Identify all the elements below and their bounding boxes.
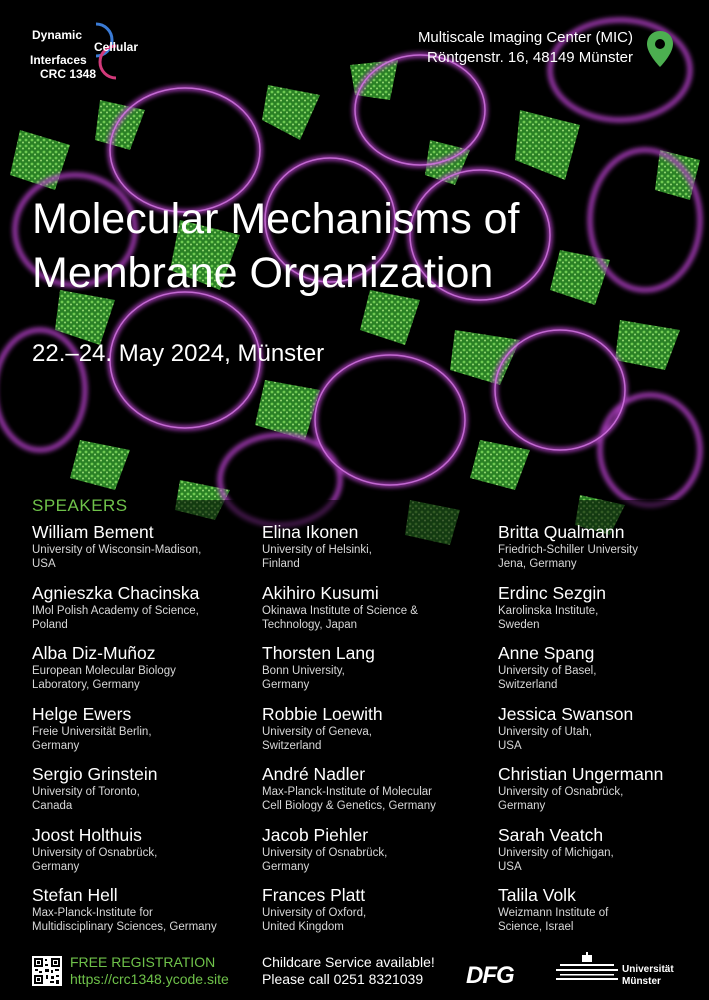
speaker-name: Sarah Veatch [498, 824, 604, 845]
speaker-name: William Bement [32, 522, 154, 542]
speaker-item [32, 643, 257, 704]
childcare-line-2: Please call 0251 8321039 [262, 971, 424, 987]
speaker-item [32, 885, 257, 946]
speaker-affiliation: Technology, Japan [262, 618, 358, 631]
dfg-logo: DFG [466, 962, 514, 989]
speaker-affiliation: University of Toronto, [32, 786, 140, 798]
speaker-name: André Nadler [262, 764, 366, 784]
logo-text-crc: CRC 1348 [40, 67, 97, 81]
speaker-affiliation: University of Geneva, [262, 725, 372, 738]
speaker-affiliation: USA [498, 860, 522, 873]
speaker-name: Christian Ungermann [498, 764, 664, 784]
registration-label: FREE REGISTRATION [70, 954, 216, 970]
event-date: 22.–24. May 2024, Münster [32, 340, 325, 367]
logo-text-dynamic: Dynamic [32, 28, 83, 42]
speaker-item [498, 825, 698, 886]
speaker-item [32, 704, 257, 765]
title-line-1: Molecular Mechanisms of [32, 195, 520, 243]
speaker-affiliation: Finland [262, 558, 300, 570]
speaker-name: Anne Spang [498, 643, 595, 663]
speaker-item [498, 704, 698, 765]
location-pin-icon [646, 30, 674, 68]
speaker-affiliation: University of Utah, [498, 725, 592, 738]
logo-text-interfaces: Interfaces [30, 53, 87, 67]
speaker-item [32, 825, 257, 886]
speaker-affiliation: Karolinska Institute, [498, 604, 599, 617]
childcare-line-1: Childcare Service available! [262, 954, 435, 970]
speaker-name: Jessica Swanson [498, 703, 634, 724]
speaker-affiliation: Germany [498, 800, 546, 812]
speaker-affiliation: Weizmann Institute of [498, 907, 609, 919]
speaker-item [498, 643, 698, 704]
speaker-affiliation: Switzerland [498, 679, 558, 691]
speaker-name: Jacob Piehler [262, 824, 369, 845]
speaker-item [498, 885, 698, 946]
speaker-affiliation: Sweden [498, 618, 540, 631]
speaker-affiliation: Freie Universität Berlin, [32, 725, 152, 738]
speakers-column-1 [32, 522, 257, 946]
speaker-affiliation: Jena, Germany [498, 558, 577, 570]
speaker-affiliation: USA [498, 739, 522, 752]
speaker-affiliation: University of Oxford, [262, 907, 367, 919]
registration-block [70, 954, 229, 988]
speaker-affiliation: Switzerland [262, 739, 322, 752]
speaker-item [498, 522, 698, 583]
crc1348-logo [28, 20, 168, 84]
qr-code-icon[interactable] [32, 956, 62, 986]
speaker-affiliation: IMol Polish Academy of Science, [32, 604, 199, 617]
speakers-column-3 [498, 522, 698, 946]
speaker-affiliation: Multidisciplinary Sciences, Germany [32, 921, 217, 933]
speaker-name: Talila Volk [498, 885, 576, 905]
speaker-affiliation: University of Basel, [498, 665, 597, 677]
speakers-column-2 [262, 522, 492, 946]
speaker-affiliation: University of Osnabrück, [32, 846, 158, 859]
speaker-name: Alba Diz-Muñoz [32, 643, 156, 663]
speaker-affiliation: Germany [262, 860, 310, 873]
speaker-item [498, 583, 698, 644]
speaker-name: Frances Platt [262, 885, 366, 905]
speaker-affiliation: USA [32, 558, 56, 570]
university-logo [556, 952, 686, 992]
registration-link[interactable]: https://crc1348.ycode.site [70, 971, 229, 987]
speaker-affiliation: United Kingdom [262, 921, 344, 933]
speaker-name: Thorsten Lang [262, 643, 375, 663]
speaker-item [262, 825, 492, 886]
speaker-name: Joost Holthuis [32, 824, 142, 845]
speaker-affiliation: University of Michigan, [498, 846, 614, 859]
speaker-name: Elina Ikonen [262, 522, 359, 542]
speaker-affiliation: Max-Planck-Institute for [32, 907, 153, 919]
speaker-item [498, 764, 698, 825]
speaker-item [262, 885, 492, 946]
venue-address: Röntgenstr. 16, 48149 Münster [427, 49, 633, 66]
speaker-name: Sergio Grinstein [32, 764, 158, 784]
title-line-2: Membrane Organization [32, 249, 494, 297]
speaker-item [262, 583, 492, 644]
speakers-heading: SPEAKERS [32, 496, 128, 515]
speaker-name: Helge Ewers [32, 703, 132, 724]
speaker-affiliation: Cell Biology & Genetics, Germany [262, 800, 436, 812]
speaker-name: Akihiro Kusumi [262, 582, 379, 603]
childcare-block [262, 954, 435, 988]
university-building-icon [556, 952, 618, 992]
speaker-item [262, 522, 492, 583]
speaker-item [262, 764, 492, 825]
speaker-affiliation: Germany [32, 860, 80, 873]
speaker-name: Stefan Hell [32, 885, 118, 905]
speaker-item [32, 522, 257, 583]
speaker-affiliation: Science, Israel [498, 921, 574, 933]
speaker-affiliation: Canada [32, 800, 73, 812]
speaker-item [262, 704, 492, 765]
speaker-affiliation: University of Osnabrück, [262, 846, 388, 859]
speaker-affiliation: University of Helsinki, [262, 544, 372, 556]
logo-text-cellular: Cellular [94, 40, 139, 54]
speaker-affiliation: European Molecular Biology [32, 665, 176, 677]
speaker-name: Agnieszka Chacinska [32, 582, 200, 603]
speaker-affiliation: Germany [262, 679, 310, 691]
speaker-item [262, 643, 492, 704]
speaker-affiliation: Poland [32, 618, 68, 631]
speaker-affiliation: Laboratory, Germany [32, 679, 140, 691]
speaker-affiliation: Max-Planck-Institute of Molecular [262, 786, 433, 798]
speaker-name: Robbie Loewith [262, 703, 383, 724]
speaker-affiliation: Friedrich-Schiller University [498, 544, 638, 556]
page-title [32, 192, 632, 300]
venue-block [418, 28, 633, 68]
venue-name: Multiscale Imaging Center (MIC) [417, 29, 633, 46]
speaker-item [32, 583, 257, 644]
speaker-affiliation: Bonn University, [262, 665, 345, 677]
speaker-item [32, 764, 257, 825]
university-name-line-2: Münster [622, 976, 661, 987]
speaker-affiliation: University of Wisconsin-Madison, [32, 544, 202, 556]
speaker-name: Britta Qualmann [498, 522, 625, 542]
speaker-affiliation: Okinawa Institute of Science & [262, 604, 418, 617]
university-name-line-1: Universität [622, 964, 674, 975]
speaker-name: Erdinc Sezgin [498, 582, 606, 603]
speaker-affiliation: Germany [32, 739, 80, 752]
speaker-affiliation: University of Osnabrück, [498, 786, 624, 798]
